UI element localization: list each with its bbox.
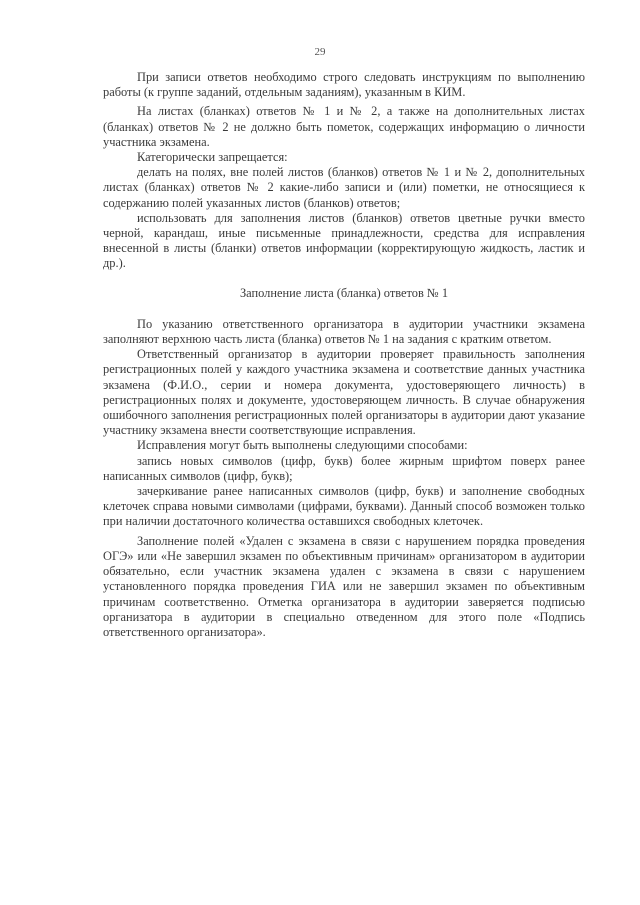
paragraph: По указанию ответственного организатора в аудитории участники экзамена заполняют верхнюю часть листа (бланка) ответов № 1 на задания с кратким ответом.: [103, 316, 585, 347]
paragraph: При записи ответов необходимо строго следовать инструкциям по выполнению работы (к группе заданий, отдельным заданиям), указанным в КИМ.: [103, 70, 585, 100]
paragraph: зачеркивание ранее написанных символов (цифр, букв) и заполнение свободных клеточек справа новыми символами (цифрами, буквами). Данный способ возможен только при наличии достаточного количества оставшихся свободных клеточек.: [103, 484, 585, 529]
section-heading: Заполнение листа (бланка) ответов № 1: [239, 285, 449, 300]
paragraph: Ответственный организатор в аудитории проверяет правильность заполнения регистрационных полей у каждого участника экзамена и соответствие данных участника экзамена (Ф.И.О., серии и номера документа, удостоверяющего личность) в регистрационных полях и документе, удостоверяющем личность. В случае обнаружения ошибочного заполнения регистрационных полей организаторы в аудитории дают указание участнику экзамена внести соответствующие исправления.: [103, 347, 585, 438]
page-number: 29: [314, 46, 326, 58]
document-body: [103, 70, 585, 640]
paragraph: запись новых символов (цифр, букв) более жирным шрифтом поверх ранее написанных символов (цифр, букв);: [103, 453, 585, 483]
paragraph: Категорически запрещается:: [137, 150, 288, 165]
paragraph: На листах (бланках) ответов № 1 и № 2, а также на дополнительных листах (бланках) ответов № 2 не должно быть пометок, содержащих информацию о личности участника экзамена.: [103, 104, 585, 149]
paragraph: Исправления могут быть выполнены следующими способами:: [137, 438, 468, 453]
paragraph: использовать для заполнения листов (бланков) ответов цветные ручки вместо черной, карандаш, иные письменные принадлежности, средства для исправления внесенной в листы (бланки) ответов информации (корректирующую жидкость, ластик и др.).: [103, 210, 585, 271]
paragraph: делать на полях, вне полей листов (бланков) ответов № 1 и № 2, дополнительных листах (бланках) ответов № 2 какие-либо записи и (или) пометки, не относящиеся к содержанию полей указанных листов (бланков) ответов;: [103, 165, 585, 210]
paragraph: Заполнение полей «Удален с экзамена в связи с нарушением порядка проведения ОГЭ» или «Не завершил экзамен по объективным причинам» организатором в аудитории обязательно, если участник экзамена удален с экзамена в связи с нарушением установленного порядка проведения ГИА или не завершил экзамен по объективным причинам соответственно. Отметка организатора в аудитории заверяется подписью организатора в аудитории в специально отведенном для этого поле «Подпись ответственного организатора».: [103, 533, 585, 639]
